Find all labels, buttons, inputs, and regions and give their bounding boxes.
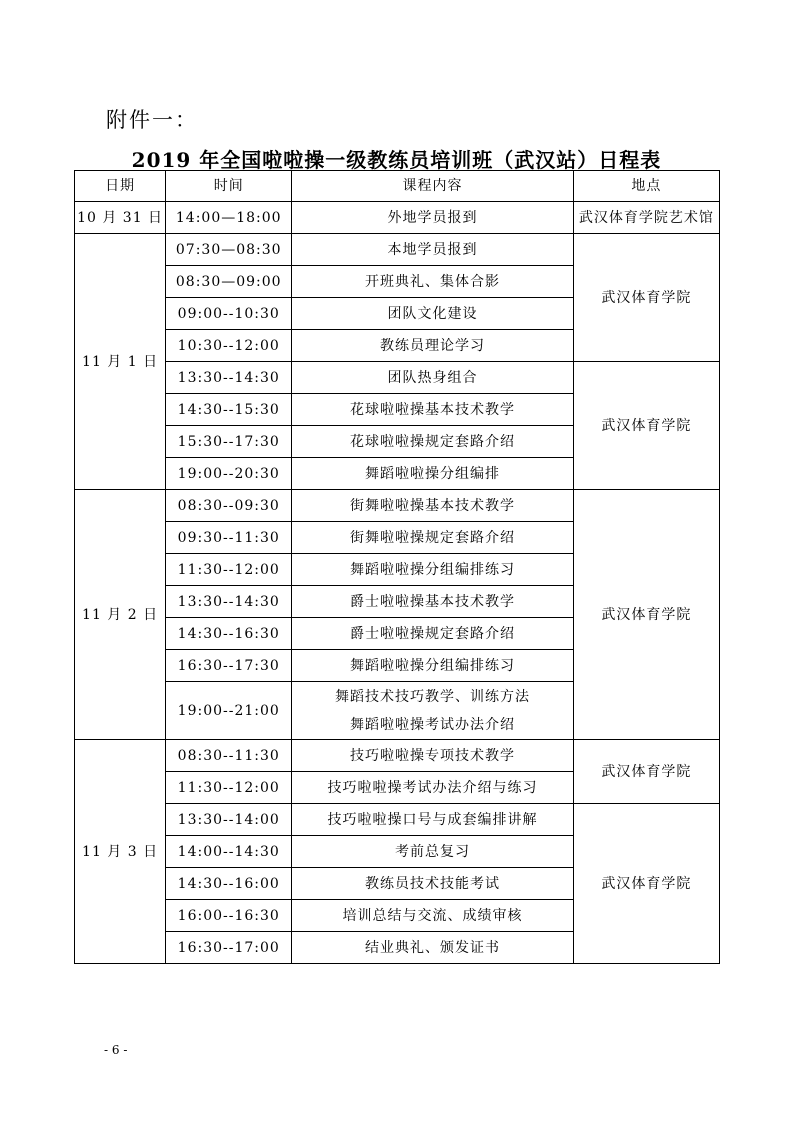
time-cell: 16:30--17:00: [166, 932, 292, 964]
table-row: [75, 362, 720, 394]
time-cell: 14:30--16:00: [166, 868, 292, 900]
content-cell: [292, 458, 573, 490]
date-cell: 10 月 31 日: [75, 202, 166, 234]
time-cell: 07:30—08:30: [166, 234, 292, 266]
time-cell: 14:00—18:00: [166, 202, 292, 234]
time-cell: 16:00--16:30: [166, 900, 292, 932]
time-cell: 11:30--12:00: [166, 772, 292, 804]
content-line: 技巧啦啦操口号与成套编排讲解: [327, 811, 538, 828]
content-cell: [292, 394, 573, 426]
date-cell: 11 月 3 日: [75, 740, 166, 964]
content-cell: [292, 618, 573, 650]
date-cell: 11 月 1 日: [75, 234, 166, 490]
time-cell: 19:00--21:00: [166, 682, 292, 740]
table-row: [75, 202, 720, 234]
content-cell: [292, 772, 573, 804]
time-cell: 08:30—09:00: [166, 266, 292, 298]
content-line: 开班典礼、集体合影: [365, 273, 501, 290]
content-line: 爵士啦啦操规定套路介绍: [350, 625, 516, 642]
table-row: [75, 740, 720, 772]
table-header-row: [75, 171, 720, 202]
content-line: 外地学员报到: [387, 209, 478, 226]
content-cell: [292, 202, 573, 234]
content-line: 舞蹈技术技巧教学、训练方法: [335, 688, 531, 705]
content-line: 爵士啦啦操基本技术教学: [350, 593, 516, 610]
time-cell: 09:30--11:30: [166, 522, 292, 554]
time-cell: 10:30--12:00: [166, 330, 292, 362]
table-row: [75, 490, 720, 522]
content-cell: [292, 740, 573, 772]
location-cell: 武汉体育学院: [573, 490, 719, 740]
time-cell: 13:30--14:30: [166, 362, 292, 394]
content-cell: [292, 650, 573, 682]
content-line: 舞蹈啦啦操分组编排: [365, 465, 501, 482]
header-location: 地点: [573, 171, 719, 202]
time-cell: 16:30--17:30: [166, 650, 292, 682]
content-cell: [292, 868, 573, 900]
header-content: 课程内容: [292, 171, 573, 202]
time-cell: 08:30--09:30: [166, 490, 292, 522]
content-cell: [292, 426, 573, 458]
location-cell: 武汉体育学院: [573, 804, 719, 964]
date-cell: 11 月 2 日: [75, 490, 166, 740]
time-cell: 13:30--14:00: [166, 804, 292, 836]
time-cell: 19:00--20:30: [166, 458, 292, 490]
content-cell: [292, 586, 573, 618]
time-cell: 15:30--17:30: [166, 426, 292, 458]
schedule-body: [75, 202, 720, 964]
table-row: [75, 234, 720, 266]
content-line: 本地学员报到: [387, 241, 478, 258]
content-cell: [292, 554, 573, 586]
content-line: 团队文化建设: [387, 305, 478, 322]
time-cell: 14:00--14:30: [166, 836, 292, 868]
content-cell: [292, 804, 573, 836]
content-line: 街舞啦啦操基本技术教学: [350, 497, 516, 514]
time-cell: 08:30--11:30: [166, 740, 292, 772]
page-number: - 6 -: [104, 1043, 128, 1057]
content-line: 技巧啦啦操考试办法介绍与练习: [327, 779, 538, 796]
location-cell: 武汉体育学院艺术馆: [573, 202, 719, 234]
content-line: 教练员理论学习: [380, 337, 486, 354]
content-line: 教练员技术技能考试: [365, 875, 501, 892]
time-cell: 14:30--16:30: [166, 618, 292, 650]
content-line: 舞蹈啦啦操考试办法介绍: [350, 716, 516, 733]
content-cell: [292, 836, 573, 868]
location-cell: 武汉体育学院: [573, 234, 719, 362]
content-line: 培训总结与交流、成绩审核: [342, 907, 523, 924]
location-cell: 武汉体育学院: [573, 362, 719, 490]
content-line: 花球啦啦操基本技术教学: [350, 401, 516, 418]
content-line: 舞蹈啦啦操分组编排练习: [350, 561, 516, 578]
content-line: 花球啦啦操规定套路介绍: [350, 433, 516, 450]
content-cell: [292, 330, 573, 362]
content-line: 舞蹈啦啦操分组编排练习: [350, 657, 516, 674]
schedule-table: [74, 170, 720, 964]
location-cell: 武汉体育学院: [573, 740, 719, 804]
content-cell: [292, 490, 573, 522]
time-cell: 11:30--12:00: [166, 554, 292, 586]
content-line: 团队热身组合: [387, 369, 478, 386]
content-cell: [292, 234, 573, 266]
content-line: 结业典礼、颁发证书: [365, 939, 501, 956]
content-line: 街舞啦啦操规定套路介绍: [350, 529, 516, 546]
content-line: 考前总复习: [395, 843, 471, 860]
document-title: 2019 年全国啦啦操一级教练员培训班（武汉站）日程表: [131, 148, 662, 172]
table-row: [75, 804, 720, 836]
attachment-label: 附件一：: [106, 108, 198, 132]
content-cell: [292, 900, 573, 932]
content-cell: [292, 932, 573, 964]
content-cell: [292, 682, 573, 740]
header-time: 时间: [166, 171, 292, 202]
time-cell: 09:00--10:30: [166, 298, 292, 330]
content-cell: [292, 522, 573, 554]
content-cell: [292, 298, 573, 330]
content-cell: [292, 266, 573, 298]
time-cell: 13:30--14:30: [166, 586, 292, 618]
content-cell: [292, 362, 573, 394]
content-line: 技巧啦啦操专项技术教学: [350, 747, 516, 764]
time-cell: 14:30--15:30: [166, 394, 292, 426]
header-date: 日期: [75, 171, 166, 202]
